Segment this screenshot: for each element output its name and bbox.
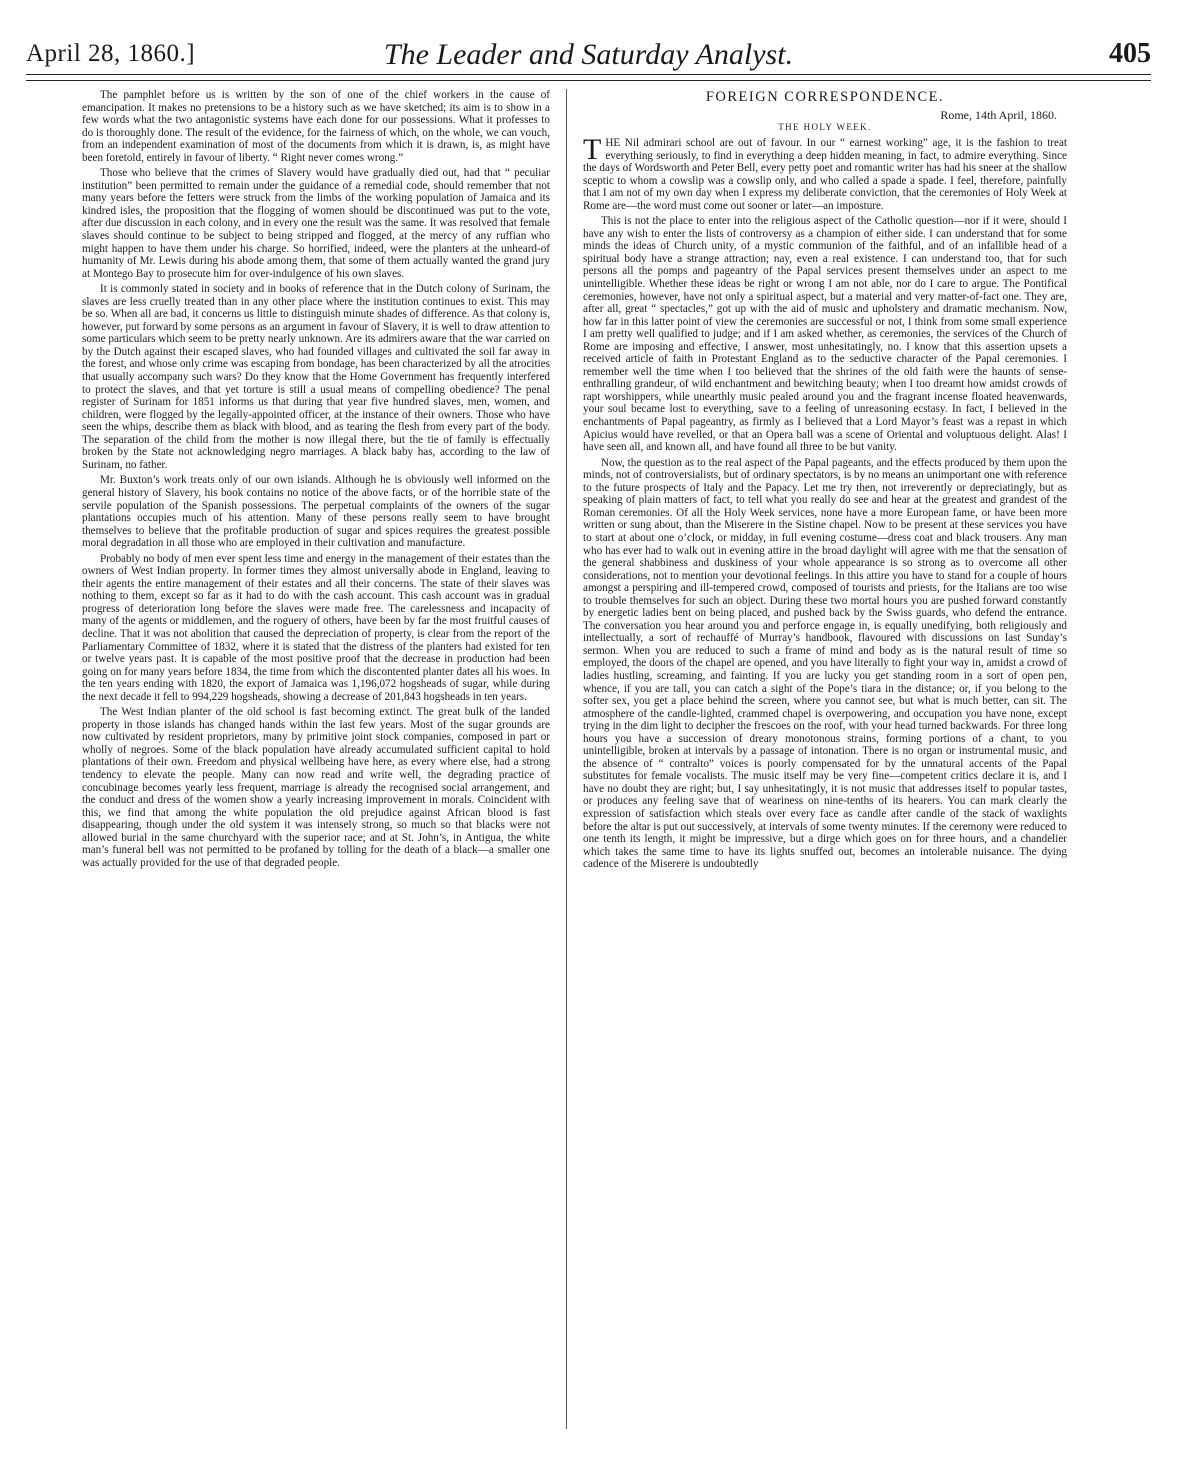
running-head	[26, 40, 1151, 90]
left-column	[82, 89, 550, 872]
dateline: Rome, 14th April, 1860.	[940, 108, 1057, 122]
issue-date: April 28, 1860.]	[26, 40, 196, 67]
column-rule	[566, 89, 567, 1429]
publication-title: The Leader and Saturday Analyst.	[383, 38, 794, 71]
right-column	[583, 89, 1067, 874]
paragraph: Probably no body of men ever spent less time and energy in the management of their estates than the owners of West Indian property. In former times they almost universally abode in England, leaving to their agents the entire management of their estates and all their concerns. The state of their slaves was nothing to them, except so far as it had to do with the cash account. This cash account was in gradual progress of deterioration long before the slaves were made free. The carelessness and incapacity of many of the agents or middlemen, and the roguery of others, have been by far the most fruitful causes of decline. That it was not abolition that caused the depreciation of property, is clear from the report of the Parliamentary Committee of 1832, where it is stated that the distress of the planters had existed for ten or twelve years past. It is capable of the most positive proof that the decrease in production had been going on for many years before 1834, the time from which the discontented planter dates all his woes. In the ten years ending with 1820, the export of Jamaica was 1,196,072 hogsheads of sugar, while during the next decade it fell to 994,229 hogsheads, showing a decrease of 201,843 hogsheads in ten years.	[82, 552, 550, 703]
paragraph: Those who believe that the crimes of Slavery would have gradually died out, had that “ peculiar institution” been permitted to remain under the guidance of a remedial code, should remember that not many years before the fetters were struck from the limbs of the working population of Jamaica and its kindred isles, the proposition that the flogging of women should be discontinued was put to the vote, after due discussion in each colony, and in every one the result was the same. It was resolved that female slaves should continue to be subject to being stripped and flogged, at the mercy of any ruffian who might happen to have them under his charge. So horrified, indeed, were the planters at the unheard-of humanity of Mr. Lewis during his abode among them, that some of them actually wanted the grand jury at Montego Bay to prosecute him for over-indulgence of his own slaves.	[82, 167, 550, 280]
drop-cap: T	[583, 133, 602, 166]
paragraph: This is not the place to enter into the religious aspect of the Catholic question—nor if it were, should I have any wish to enter the lists of controversy as a champion of either side. I can understand that for some minds the ideas of Church unity, of a mystic communion of the faithful, and of an infallible head of a spiritual body have a strange attraction; nay, even a real existence. I can understand too, that for such persons all the pomps and pageantry of the Papal services present themselves under an aspect to me unintelligible. Whether these ideas be right or wrong I am not able, nor do I care to argue. The Pontifical ceremonies, however, have not only a spiritual aspect, but a material and very matter-of-fact one. They are, after all, great “ spectacles,” got up with the aid of music and upholstery and dramatic mechanism. Now, how far in this latter point of view the ceremonies are successful or not, I think from some small experience I am pretty well qualified to judge; and if I am asked whether, as ceremonies, the services of the Church of Rome are imposing and effective, I answer, most unhesitatingly, no. I know that this assertion upsets a received article of faith in Protestant England as to the seductive character of the Papal ceremonies. I remember well the time when I too believed that the shrines of the old faith were the haunts of sense-enthralling grandeur, of wild enchantment and bewitching beauty; when I too dreamt how amidst crowds of rapt worshippers, while unearthly music pealed around you and the fragrant incense floated heavenwards, your soul became lost to everything, save to a feeling of unreasoning ecstasy. In fact, I believed in the enchantments of Papal pageantry, as firmly as I believed that a Lord Mayor’s feast was a repast in which Apicius would have revelled, or that an Opera ball was a scene of Oriental and voluptuous delight. Alas! I have seen all, and known all, and have found all three to be but vanity.	[583, 215, 1067, 454]
paragraph: The West Indian planter of the old school is fast becoming extinct. The great bulk of the landed property in those islands has changed hands within the last few years. Most of the sugar grounds are now cultivated by resident proprietors, many by primitive joint stock companies, composed in part or wholly of negroes. Some of the black population have already accumulated sufficient capital to hold plantations of their own. Freedom and physical wellbeing have here, as every where else, had a strong tendency to elevate the people. Many can now read and write well, the degrading practice of concubinage becomes yearly less frequent, marriage is already the recognised social arrangement, and the conduct and dress of the women show a yearly increasing improvement in morals. Coincident with this, we find that among the white population the old prejudice against African blood is fast disappearing, though under the old system it was intensely strong, so much so that blacks were not allowed burial in the same churchyard with the superior race; and at St. John’s, in Antigua, the white man’s funeral bell was not permitted to be profaned by tolling for the death of a black—a smaller one was actually provided for the use of that degraded people.	[82, 706, 550, 869]
section-heading: FOREIGN CORRESPONDENCE.	[705, 89, 945, 105]
paragraph: The pamphlet before us is written by the son of one of the chief workers in the cause of emancipation. It makes no pretensions to be a history such as we have sketched; its aim is to show in a few words what the two antagonistic systems have each done for our possessions. What it professes to do is thoroughly done. The result of the evidence, for the fairness of which, on the whole, we can vouch, from an independent examination of most of the documents from which it is drawn, is, as might have been foretold, entirely in favour of liberty. “ Right never comes wrong.”	[82, 89, 550, 164]
opening-paragraph	[583, 133, 1067, 212]
header-rule	[26, 74, 1151, 81]
page-number: 405	[1109, 38, 1151, 69]
opening-paragraph-text: HE Nil admirari school are out of favour. In our “ earnest working” age, it is the fashion to treat everything seriously, to find in everything a deep hidden meaning, in fact, to admire everything. Since the days of Wordsworth and Peter Bell, every petty poet and romantic writer has had his sneer at the shallow sceptic to whom a cowslip was a cowslip only, and who called a spade a spade. I feel, therefore, painfully that I am not of my own day when I express my deliberate conviction, that the ceremonies of Holy Week at Rome are—the word must come out sooner or later—an imposture.	[583, 137, 1067, 212]
paragraph: It is commonly stated in society and in books of reference that in the Dutch colony of Surinam, the slaves are less cruelly treated than in any other place where the institution continues to exist. This may be so. When all are bad, it concerns us little to distinguish minute shades of difference. As that colony is, however, put forward by some persons as an argument in favour of Slavery, it is well to draw attention to some particulars which seem to be pretty nearly unknown. Are its admirers aware that the war carried on by the Dutch against their escaped slaves, who had founded villages and cultivated the soil far away in the forest, and whose only crime was escaping from bondage, has been characterized by all the atrocities that usually accompany such wars? Do they know that the Home Government has frequently interfered to protect the slaves, and that yet torture is still a usual means of compelling obedience? The penal register of Surinam for 1851 informs us that during that year five hundred slaves, men, women, and children, were flogged by the legally-appointed officer, at the instance of their owners. Those who have seen the whips, describe them as black with blood, and as tearing the flesh from every part of the body. The separation of the child from the mother is now illegal there, but the tie of family is effectually broken by the State not acknowledging negro marriages. A black baby has, according to the law of Surinam, no father.	[82, 283, 550, 471]
article-subheading: THE HOLY WEEK.	[778, 122, 872, 132]
paragraph: Mr. Buxton’s work treats only of our own islands. Although he is obviously well informed on the general history of Slavery, his book contains no notice of the above facts, or of the horrible state of the servile population of the Spanish possessions. The perpetual complaints of the owners of the sugar plantations occupies much of his attention. Many of these persons really seem to have brought themselves to believe that the profitable production of sugar and spices requires the greatest possible moral degradation in all those who are employed in their cultivation and manufacture.	[82, 474, 550, 550]
paragraph: Now, the question as to the real aspect of the Papal pageants, and the effects produced by them upon the minds, not of controversialists, but of ordinary spectators, is by no means an unimportant one with reference to the future prospects of Italy and the Papacy. Let me try then, not irreverently or depreciatingly, but as speaking of plain matters of fact, to tell what you really do see and hear at the greatest and grandest of the Roman ceremonies. Of all the Holy Week services, none have a more European fame, or have been more written or sung about, than the Miserere in the Sistine chapel. Now to be present at these services you have to start at about one o’clock, or midday, in full evening costume—dress coat and black trousers. Any man who has ever had to walk out in evening attire in the broad daylight will agree with me that the sensation of the general shabbiness and duskiness of your whole appearance is so strong as to overcome all other considerations, not to mention your devotional feelings. In this attire you have to stand for a couple of hours amongst a perspiring and ill-tempered crowd, composed of tourists and priests, for the Italians are too wise to trouble themselves for such an object. During these two mortal hours you are pushed forward constantly by energetic ladies bent on being placed, and pushed back by the Swiss guards, who defend the entrance. The conversation you hear around you and perforce engage in, is equally unedifying, both religiously and intellectually, a sort of rechauffé of Murray’s handbook, flavoured with discussions on last Sunday’s sermon. When you are reduced to such a frame of mind and body as is the natural result of time so employed, the doors of the chapel are opened, and you have literally to fight your way in, amidst a crowd of ladies hustling, screaming, and fainting. If you are lucky you get standing room in a sort of open pen, whence, if you are tall, you can catch a sight of the Pope’s tiara in the distance; or, if you belong to the softer sex, you get a place behind the screen, where you cannot see, but what is much better, can sit. The atmosphere of the candle-lighted, crammed chapel is overpowering, and occupation you have none, except trying in the dim light to decipher the frescoes on the roof, with your head turned backwards. For three long hours you have a succession of dreary monotonous strains, forming portions of a chant, to you unintelligible, broken at intervals by a passage of intonation. There is no organ or instrumental music, and the absence of “ contralto” voices is poorly compensated for by the unnatural accents of the Papal substitutes for female vocalists. The music itself may be very fine—competent critics declare it is, and I have no doubt they are right; but, I say unhesitatingly, it is not music that addresses itself to popular tastes, or produces any feeling save that of weariness on nine-tenths of its hearers. You can mark clearly the expression of satisfaction which steals over every face as candle after candle of the stack of waxlights before the altar is put out successively, at intervals of some twenty minutes. If the ceremony were reduced to one tenth its length, it might be impressive, but a dirge which goes on for three hours, and a chandelier which takes the same time to have its lights snuffed out, becomes an intolerable nuisance. The dying cadence of the Miserere is undoubtedly	[583, 456, 1067, 871]
